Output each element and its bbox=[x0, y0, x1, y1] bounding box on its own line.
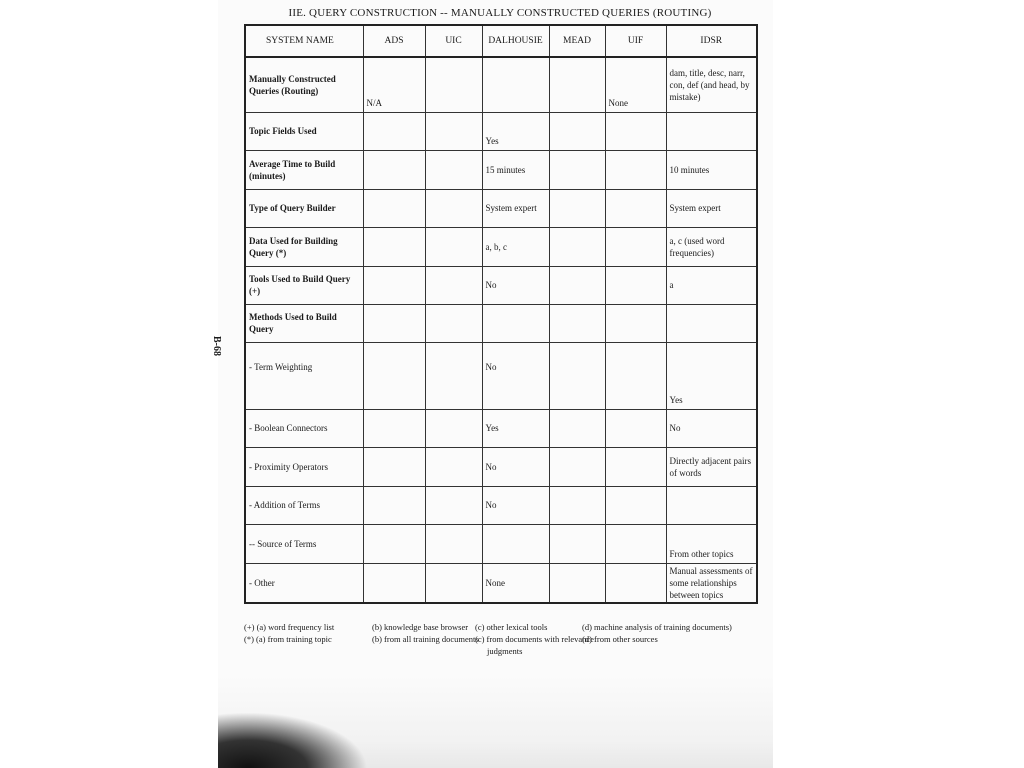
table-cell: No bbox=[482, 447, 549, 486]
row-label: -- Source of Terms bbox=[245, 524, 363, 563]
row-label: Data Used for Building Query (*) bbox=[245, 227, 363, 266]
table-row bbox=[245, 447, 757, 486]
table-cell bbox=[425, 342, 482, 409]
table-cell bbox=[425, 57, 482, 112]
table-cell bbox=[549, 266, 605, 304]
table-cell bbox=[605, 150, 666, 189]
row-label: Tools Used to Build Query (+) bbox=[245, 266, 363, 304]
table-cell bbox=[549, 57, 605, 112]
table-cell: dam, title, desc, narr, con, def (and head, by mistake) bbox=[666, 57, 757, 112]
footnote-line bbox=[244, 633, 764, 645]
table-cell bbox=[605, 524, 666, 563]
table-cell bbox=[363, 563, 425, 603]
table-cell bbox=[363, 266, 425, 304]
footnote-item: (*) (a) from training topic bbox=[244, 634, 332, 644]
row-label: Manually Constructed Queries (Routing) bbox=[245, 57, 363, 112]
table-cell bbox=[363, 150, 425, 189]
table-cell bbox=[425, 304, 482, 342]
table-cell: a bbox=[666, 266, 757, 304]
page-title-text: IIE. QUERY CONSTRUCTION -- MANUALLY CONSTRUCTED QUERIES (ROUTING) bbox=[288, 7, 712, 19]
table-row bbox=[245, 57, 757, 112]
row-label: - Term Weighting bbox=[245, 342, 363, 409]
table-cell bbox=[425, 447, 482, 486]
row-label: - Other bbox=[245, 563, 363, 603]
table-cell bbox=[363, 304, 425, 342]
table-cell: No bbox=[482, 486, 549, 524]
row-label: - Proximity Operators bbox=[245, 447, 363, 486]
table-cell bbox=[425, 150, 482, 189]
table-row bbox=[245, 304, 757, 342]
table-cell bbox=[605, 486, 666, 524]
footnote-item: (c) other lexical tools bbox=[475, 622, 548, 632]
header-uif: UIF bbox=[605, 25, 666, 57]
table-cell: System expert bbox=[482, 189, 549, 227]
query-construction-table bbox=[244, 24, 758, 604]
table-cell bbox=[666, 486, 757, 524]
footnotes bbox=[244, 621, 764, 657]
table-cell: No bbox=[482, 266, 549, 304]
table-cell bbox=[605, 409, 666, 447]
table-cell bbox=[363, 227, 425, 266]
table-cell bbox=[666, 304, 757, 342]
table-row bbox=[245, 227, 757, 266]
table-cell: System expert bbox=[666, 189, 757, 227]
footnote-line bbox=[244, 621, 764, 633]
table-cell bbox=[605, 112, 666, 150]
table-cell bbox=[425, 112, 482, 150]
table-cell bbox=[605, 342, 666, 409]
table-row bbox=[245, 524, 757, 563]
table-cell: None bbox=[482, 563, 549, 603]
footnote-item: (b) from all training documents bbox=[372, 634, 479, 644]
header-system-name: SYSTEM NAME bbox=[245, 25, 363, 57]
table-row bbox=[245, 409, 757, 447]
table-cell bbox=[363, 409, 425, 447]
row-label: Type of Query Builder bbox=[245, 189, 363, 227]
table-cell: No bbox=[666, 409, 757, 447]
table-cell: No bbox=[482, 342, 549, 409]
scan-shadow bbox=[218, 712, 368, 768]
table-cell bbox=[425, 266, 482, 304]
footnote-continuation: judgments bbox=[487, 646, 523, 656]
table-cell bbox=[363, 524, 425, 563]
footnote-item: (c) from documents with relevance bbox=[475, 634, 594, 644]
row-label: Average Time to Build (minutes) bbox=[245, 150, 363, 189]
page-title bbox=[0, 7, 1024, 19]
table-cell bbox=[605, 227, 666, 266]
table-cell: None bbox=[605, 57, 666, 112]
table-cell: Directly adjacent pairs of words bbox=[666, 447, 757, 486]
table-header-row bbox=[245, 25, 757, 57]
footnote-item: (+) (a) word frequency list bbox=[244, 622, 335, 632]
footnote-item: (d) from other sources bbox=[582, 634, 658, 644]
page-number-code: B-68 bbox=[211, 336, 222, 356]
table-row bbox=[245, 563, 757, 603]
table-cell bbox=[605, 266, 666, 304]
table-cell bbox=[549, 486, 605, 524]
table-cell: a, b, c bbox=[482, 227, 549, 266]
table-cell bbox=[666, 112, 757, 150]
table-cell bbox=[549, 409, 605, 447]
table-cell bbox=[549, 227, 605, 266]
table-cell: 10 minutes bbox=[666, 150, 757, 189]
table-row bbox=[245, 150, 757, 189]
table-cell bbox=[605, 304, 666, 342]
table-cell bbox=[363, 447, 425, 486]
table-cell bbox=[425, 524, 482, 563]
table-cell: Manual assessments of some relationships between topics bbox=[666, 563, 757, 603]
table-cell bbox=[549, 304, 605, 342]
table-cell: From other topics bbox=[666, 524, 757, 563]
table-cell bbox=[549, 342, 605, 409]
table-cell: a, c (used word frequencies) bbox=[666, 227, 757, 266]
table-cell bbox=[549, 150, 605, 189]
table-cell bbox=[482, 524, 549, 563]
table-cell bbox=[425, 227, 482, 266]
table-cell: N/A bbox=[363, 57, 425, 112]
row-label: - Addition of Terms bbox=[245, 486, 363, 524]
header-idsr: IDSR bbox=[666, 25, 757, 57]
table-cell bbox=[549, 447, 605, 486]
table-cell bbox=[605, 189, 666, 227]
footnote-item: (d) machine analysis of training documents) bbox=[582, 622, 732, 632]
row-label: - Boolean Connectors bbox=[245, 409, 363, 447]
header-mead: MEAD bbox=[549, 25, 605, 57]
table-cell bbox=[549, 563, 605, 603]
table-cell bbox=[549, 189, 605, 227]
footnote-item: (b) knowledge base browser bbox=[372, 622, 469, 632]
table-cell: Yes bbox=[482, 409, 549, 447]
header-ads: ADS bbox=[363, 25, 425, 57]
table-cell bbox=[363, 486, 425, 524]
table-row bbox=[245, 486, 757, 524]
table-cell bbox=[425, 189, 482, 227]
table-cell bbox=[549, 524, 605, 563]
table-cell bbox=[425, 409, 482, 447]
table-cell: Yes bbox=[482, 112, 549, 150]
table-cell: Yes bbox=[666, 342, 757, 409]
row-label: Topic Fields Used bbox=[245, 112, 363, 150]
table-cell bbox=[482, 57, 549, 112]
table-cell bbox=[425, 563, 482, 603]
table-row bbox=[245, 112, 757, 150]
footnote-line bbox=[244, 645, 764, 657]
header-dalhousie: DALHOUSIE bbox=[482, 25, 549, 57]
row-label: Methods Used to Build Query bbox=[245, 304, 363, 342]
table-cell bbox=[363, 342, 425, 409]
table-cell bbox=[482, 304, 549, 342]
table-cell bbox=[549, 112, 605, 150]
table-cell: 15 minutes bbox=[482, 150, 549, 189]
table-row bbox=[245, 189, 757, 227]
table-cell bbox=[605, 447, 666, 486]
table-cell bbox=[363, 112, 425, 150]
table-cell bbox=[605, 563, 666, 603]
table-row bbox=[245, 266, 757, 304]
table-row bbox=[245, 342, 757, 409]
table-cell bbox=[425, 486, 482, 524]
table-cell bbox=[363, 189, 425, 227]
header-uic: UIC bbox=[425, 25, 482, 57]
